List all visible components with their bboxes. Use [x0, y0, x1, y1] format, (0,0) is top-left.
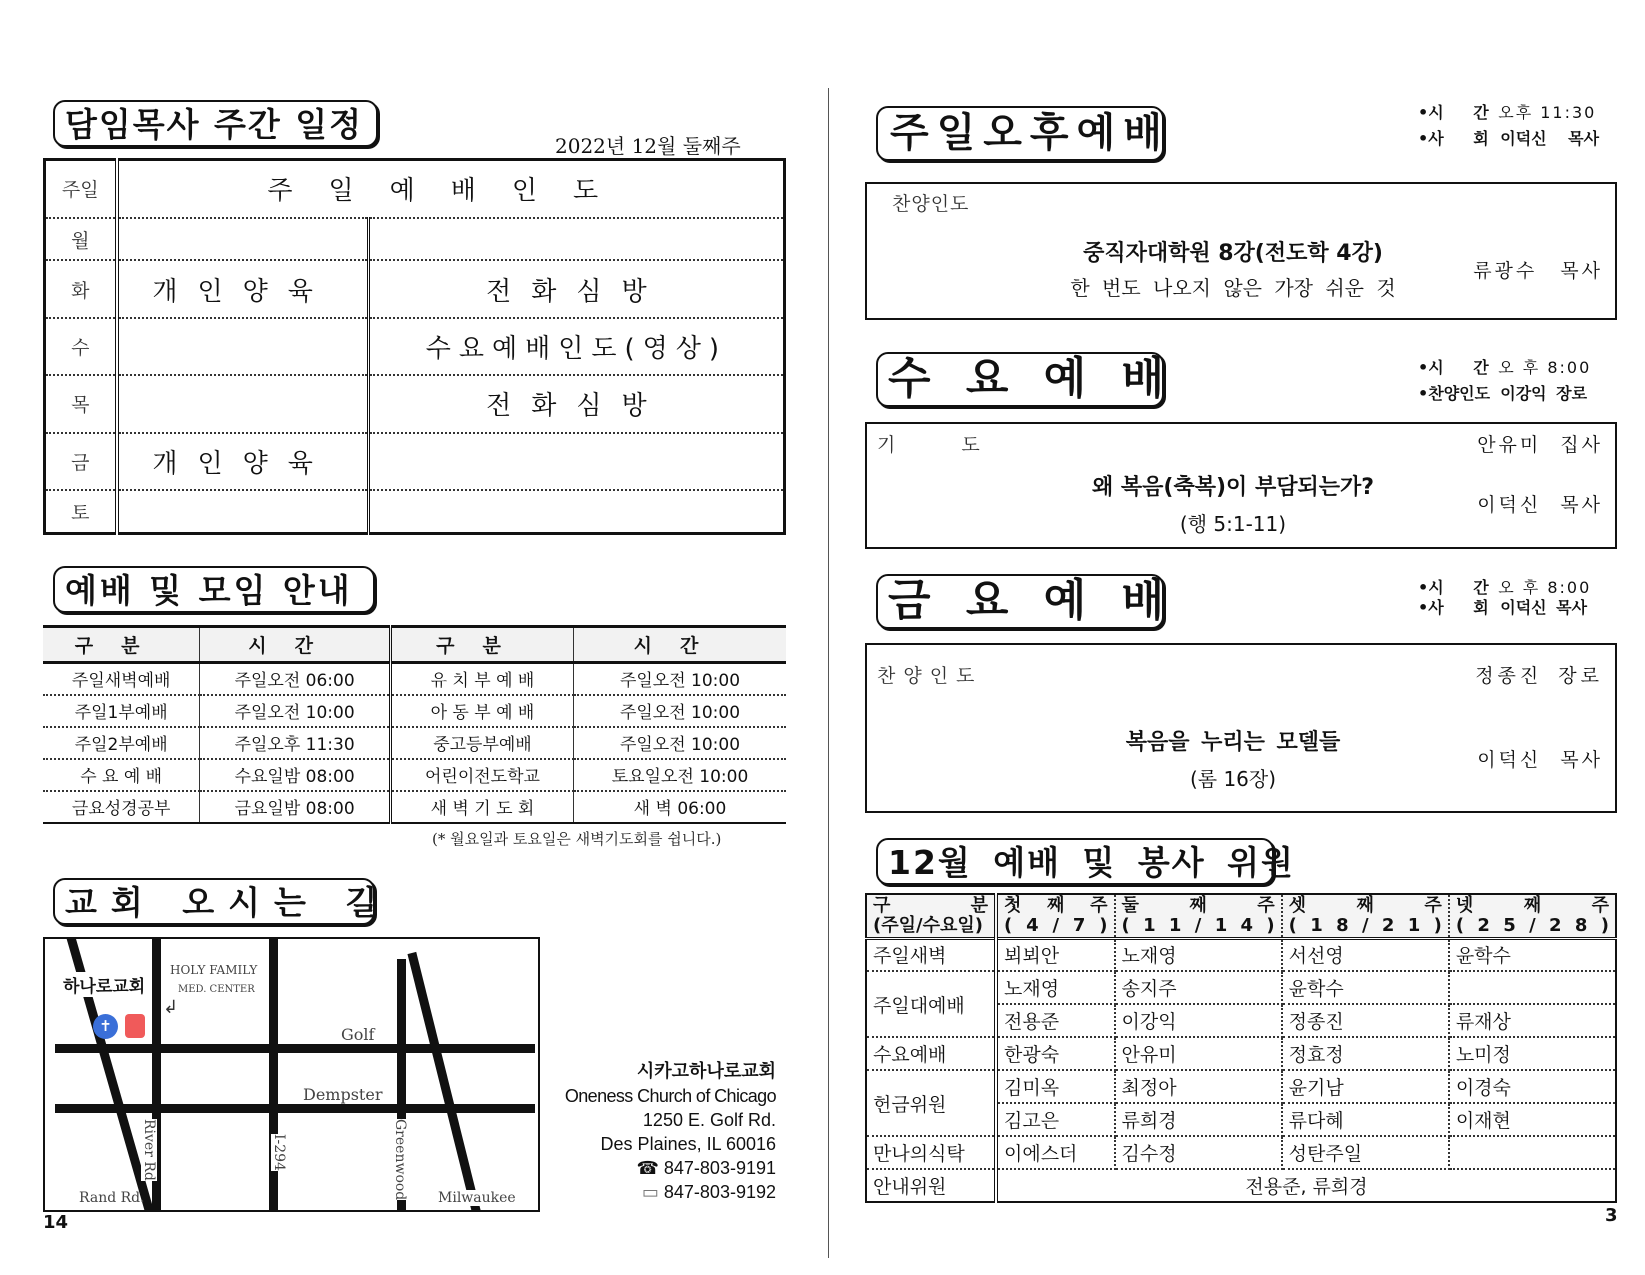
friday-host: •사 회이덕신 목사	[1418, 598, 1588, 617]
church-map	[43, 937, 540, 1212]
duty-category: 헌금위원	[866, 1070, 996, 1136]
church-name-en: Oneness Church of Chicago	[564, 1086, 776, 1106]
schedule-cell	[117, 218, 369, 261]
header-category: 구 분 (주일/수요일)	[866, 894, 996, 938]
day-label: 토	[45, 490, 117, 533]
duty-cell: 전용준, 류희경	[1245, 1176, 1368, 1198]
preacher: 이덕신 목사	[1477, 494, 1603, 516]
book-spine	[828, 88, 829, 1258]
guide-cell: 아 동 부 예 배	[390, 695, 573, 727]
wednesday-box	[865, 422, 1617, 549]
guide-cell: 주일새벽예배	[43, 663, 200, 695]
schedule-cell	[117, 490, 369, 533]
duty-cell: 안유미	[1115, 1037, 1282, 1070]
sunday-pm-host: •사 회이덕신 목사	[1418, 129, 1600, 148]
worship-leader-label: 찬양인도	[892, 193, 970, 215]
schedule-title: 담임목사 주간 일정	[53, 100, 378, 147]
prayer-label: 기 도	[877, 434, 980, 456]
guide-cell: 수 요 예 배	[43, 759, 200, 791]
guide-cell: 주일오전 10:00	[200, 695, 391, 727]
duty-cell: 이에스더	[996, 1136, 1115, 1169]
duty-cell: 김수정	[1115, 1136, 1282, 1169]
hospital-icon	[125, 1014, 145, 1038]
duty-cell: 전용준	[996, 1004, 1115, 1037]
schedule-cell: 전화심방	[368, 375, 784, 432]
friday-time: •시 간오 후 8:00	[1418, 578, 1592, 597]
pastor-schedule-table	[43, 158, 786, 535]
guide-cell: 토요일오전 10:00	[574, 759, 786, 791]
schedule-cell	[368, 490, 784, 533]
page-number-right: 3	[1605, 1205, 1618, 1226]
preacher: 이덕신 목사	[1477, 749, 1603, 771]
sunday-pm-time: •시 간오후 11:30	[1418, 103, 1597, 122]
guide-cell: 금요일밤 08:00	[200, 791, 391, 823]
map-label-golf: Golf	[341, 1025, 375, 1044]
schedule-week: 2022년 12월 둘째주	[555, 134, 741, 158]
guide-row	[43, 791, 786, 823]
map-label-river: River Rd	[141, 1119, 157, 1181]
road-golf	[55, 1044, 535, 1053]
road-i294	[269, 939, 278, 1212]
guide-cell: 수요일밤 08:00	[200, 759, 391, 791]
duty-cell: 정종진	[1282, 1004, 1449, 1037]
duty-cell: 노재영	[1115, 938, 1282, 971]
header-week-2: 둘 째 주 ( 1 1 / 1 4 )	[1115, 894, 1282, 938]
phone-icon: ☎	[636, 1158, 664, 1178]
guide-header: 시간	[574, 627, 786, 663]
schedule-cell: 전화심방	[368, 260, 784, 317]
guide-cell: 주일오전 10:00	[574, 727, 786, 759]
turn-arrow-icon: ↲	[163, 997, 179, 1018]
church-cross-icon: ✝	[93, 1014, 118, 1039]
duty-cell: 류재상	[1449, 1004, 1616, 1037]
map-hospital-label: HOLY FAMILY	[170, 963, 258, 977]
map-label-dempster: Dempster	[303, 1085, 383, 1104]
guide-cell: 주일2부예배	[43, 727, 200, 759]
schedule-cell	[368, 218, 784, 261]
guide-cell: 주일오전 10:00	[574, 695, 786, 727]
duty-cell: 이재현	[1449, 1103, 1616, 1136]
guide-cell: 주일오전 10:00	[574, 663, 786, 695]
duty-cell: 성탄주일	[1282, 1136, 1449, 1169]
duty-cell: 류다혜	[1282, 1103, 1449, 1136]
schedule-cell	[368, 433, 784, 490]
sermon-title: 중직자대학원 8강(전도학 4강)	[1083, 241, 1383, 266]
guide-row	[43, 695, 786, 727]
schedule-row	[45, 433, 785, 490]
guide-row	[43, 759, 786, 791]
church-phone: ☎ 847-803-9191	[636, 1158, 776, 1178]
fax-icon: ▭	[641, 1182, 664, 1202]
duty-cell	[1449, 1136, 1616, 1169]
duty-cell: 노재영	[996, 971, 1115, 1004]
guide-cell: 주일오전 06:00	[200, 663, 391, 695]
duty-cell: 이강익	[1115, 1004, 1282, 1037]
duty-row	[866, 1136, 1616, 1169]
map-hospital-label-2: MED. CENTER	[178, 984, 255, 995]
sermon-title: 왜 복음(축복)이 부담되는가?	[1092, 475, 1374, 500]
scripture: (행 5:1-11)	[1179, 512, 1287, 536]
duty-category: 주일대예배	[866, 971, 996, 1037]
duty-row	[866, 1037, 1616, 1070]
schedule-row	[45, 490, 785, 533]
schedule-row	[45, 318, 785, 375]
schedule-row	[45, 160, 785, 218]
map-church-label: 하나로교회	[63, 972, 145, 997]
prayer-person: 안유미 집사	[1477, 434, 1603, 456]
church-info	[548, 1060, 776, 1204]
church-name-ko: 시카고하나로교회	[636, 1061, 776, 1082]
duty-cell: 윤학수	[1449, 938, 1616, 971]
duty-cell: 서선영	[1282, 938, 1449, 971]
sermon-title: 복음을 누리는 모델들	[1125, 730, 1341, 755]
guide-cell: 새 벽 06:00	[574, 791, 786, 823]
sunday-pm-title: 주일오후예배	[876, 106, 1164, 161]
scripture: (롬 16장)	[1189, 767, 1277, 791]
guide-cell: 유 치 부 예 배	[390, 663, 573, 695]
wednesday-time: •시 간오 후 8:00	[1418, 358, 1592, 377]
december-duty-table	[865, 893, 1617, 1203]
guide-note: (* 월요일과 토요일은 새벽기도회를 쉽니다.)	[432, 830, 722, 848]
map-label-greenwood: Greenwood	[392, 1119, 408, 1201]
map-label-i294: I-294	[271, 1134, 287, 1171]
guide-cell: 중고등부예배	[390, 727, 573, 759]
road-dempster	[55, 1104, 535, 1113]
map-label-rand: Rand Rd.	[79, 1190, 145, 1206]
day-label: 월	[45, 218, 117, 261]
guide-header: 구분	[390, 627, 573, 663]
schedule-row	[45, 260, 785, 317]
worship-leader-label: 찬양인도	[877, 665, 983, 687]
duty-cell: 뵈뵈안	[996, 938, 1115, 971]
duty-cell: 한광숙	[996, 1037, 1115, 1070]
guide-cell: 금요성경공부	[43, 791, 200, 823]
duty-category: 수요예배	[866, 1037, 996, 1070]
duty-cell: 송지주	[1115, 971, 1282, 1004]
sermon-subtitle: 한 번도 나오지 않은 가장 쉬운 것	[1070, 276, 1396, 300]
guide-cell: 어린이전도학교	[390, 759, 573, 791]
duty-category: 주일새벽	[866, 938, 996, 971]
duty-row	[866, 971, 1616, 1004]
directions-title: 교회 오시는 길	[53, 878, 375, 925]
schedule-cell: 주일예배인도	[267, 176, 635, 207]
duty-cell	[1449, 971, 1616, 1004]
schedule-row	[45, 375, 785, 432]
day-label: 수	[45, 318, 117, 375]
worship-leader: 정종진 장로	[1475, 665, 1603, 687]
duty-cell: 김고은	[996, 1103, 1115, 1136]
schedule-cell: 수요예배인도(영상)	[368, 318, 784, 375]
wednesday-host: •찬양인도 이강익 장로	[1418, 384, 1588, 403]
friday-title: 금 요 예 배	[876, 574, 1164, 629]
church-fax: ▭ 847-803-9192	[641, 1182, 776, 1202]
church-address-1: 1250 E. Golf Rd.	[642, 1110, 776, 1130]
guide-cell: 주일1부예배	[43, 695, 200, 727]
header-week-3: 셋 째 주 ( 1 8 / 2 1 )	[1282, 894, 1449, 938]
duty-cell: 정효정	[1282, 1037, 1449, 1070]
worship-guide-table	[43, 625, 786, 824]
duty-cell: 류희경	[1115, 1103, 1282, 1136]
guide-header: 시간	[200, 627, 391, 663]
duty-cell: 노미정	[1449, 1037, 1616, 1070]
sunday-pm-box	[865, 182, 1617, 320]
duty-category: 안내위원	[866, 1169, 996, 1202]
wednesday-title: 수 요 예 배	[876, 352, 1164, 407]
december-title: 12월 예배 및 봉사 위원	[876, 838, 1274, 885]
duty-category: 만나의식탁	[866, 1136, 996, 1169]
day-label: 화	[45, 260, 117, 317]
friday-box	[865, 643, 1617, 813]
guide-row	[43, 727, 786, 759]
duty-row	[866, 938, 1616, 971]
guide-cell: 새 벽 기 도 회	[390, 791, 573, 823]
header-week-1: 첫 째 주 ( 4 / 7 )	[996, 894, 1115, 938]
map-label-milwaukee: Milwaukee	[438, 1190, 516, 1206]
schedule-cell: 개인양육	[117, 260, 369, 317]
guide-title: 예배 및 모임 안내	[53, 566, 375, 613]
guide-cell: 주일오후 11:30	[200, 727, 391, 759]
schedule-cell	[117, 375, 369, 432]
duty-cell: 최정아	[1115, 1070, 1282, 1103]
duty-cell: 김미옥	[996, 1070, 1115, 1103]
schedule-row	[45, 218, 785, 261]
schedule-cell	[117, 318, 369, 375]
duty-row	[866, 1070, 1616, 1103]
church-address-2: Des Plaines, IL 60016	[600, 1134, 776, 1154]
duty-row	[866, 1169, 1616, 1202]
guide-header: 구분	[43, 627, 200, 663]
header-week-4: 넷 째 주 ( 2 5 / 2 8 )	[1449, 894, 1616, 938]
day-label: 주일	[45, 160, 117, 218]
preacher: 류광수 목사	[1473, 260, 1603, 282]
page-number-left: 14	[43, 1212, 69, 1233]
guide-row	[43, 663, 786, 695]
duty-cell: 윤기남	[1282, 1070, 1449, 1103]
day-label: 금	[45, 433, 117, 490]
road-milwaukee	[407, 952, 481, 1212]
duty-cell: 이경숙	[1449, 1070, 1616, 1103]
duty-cell: 윤학수	[1282, 971, 1449, 1004]
day-label: 목	[45, 375, 117, 432]
schedule-cell: 개인양육	[117, 433, 369, 490]
